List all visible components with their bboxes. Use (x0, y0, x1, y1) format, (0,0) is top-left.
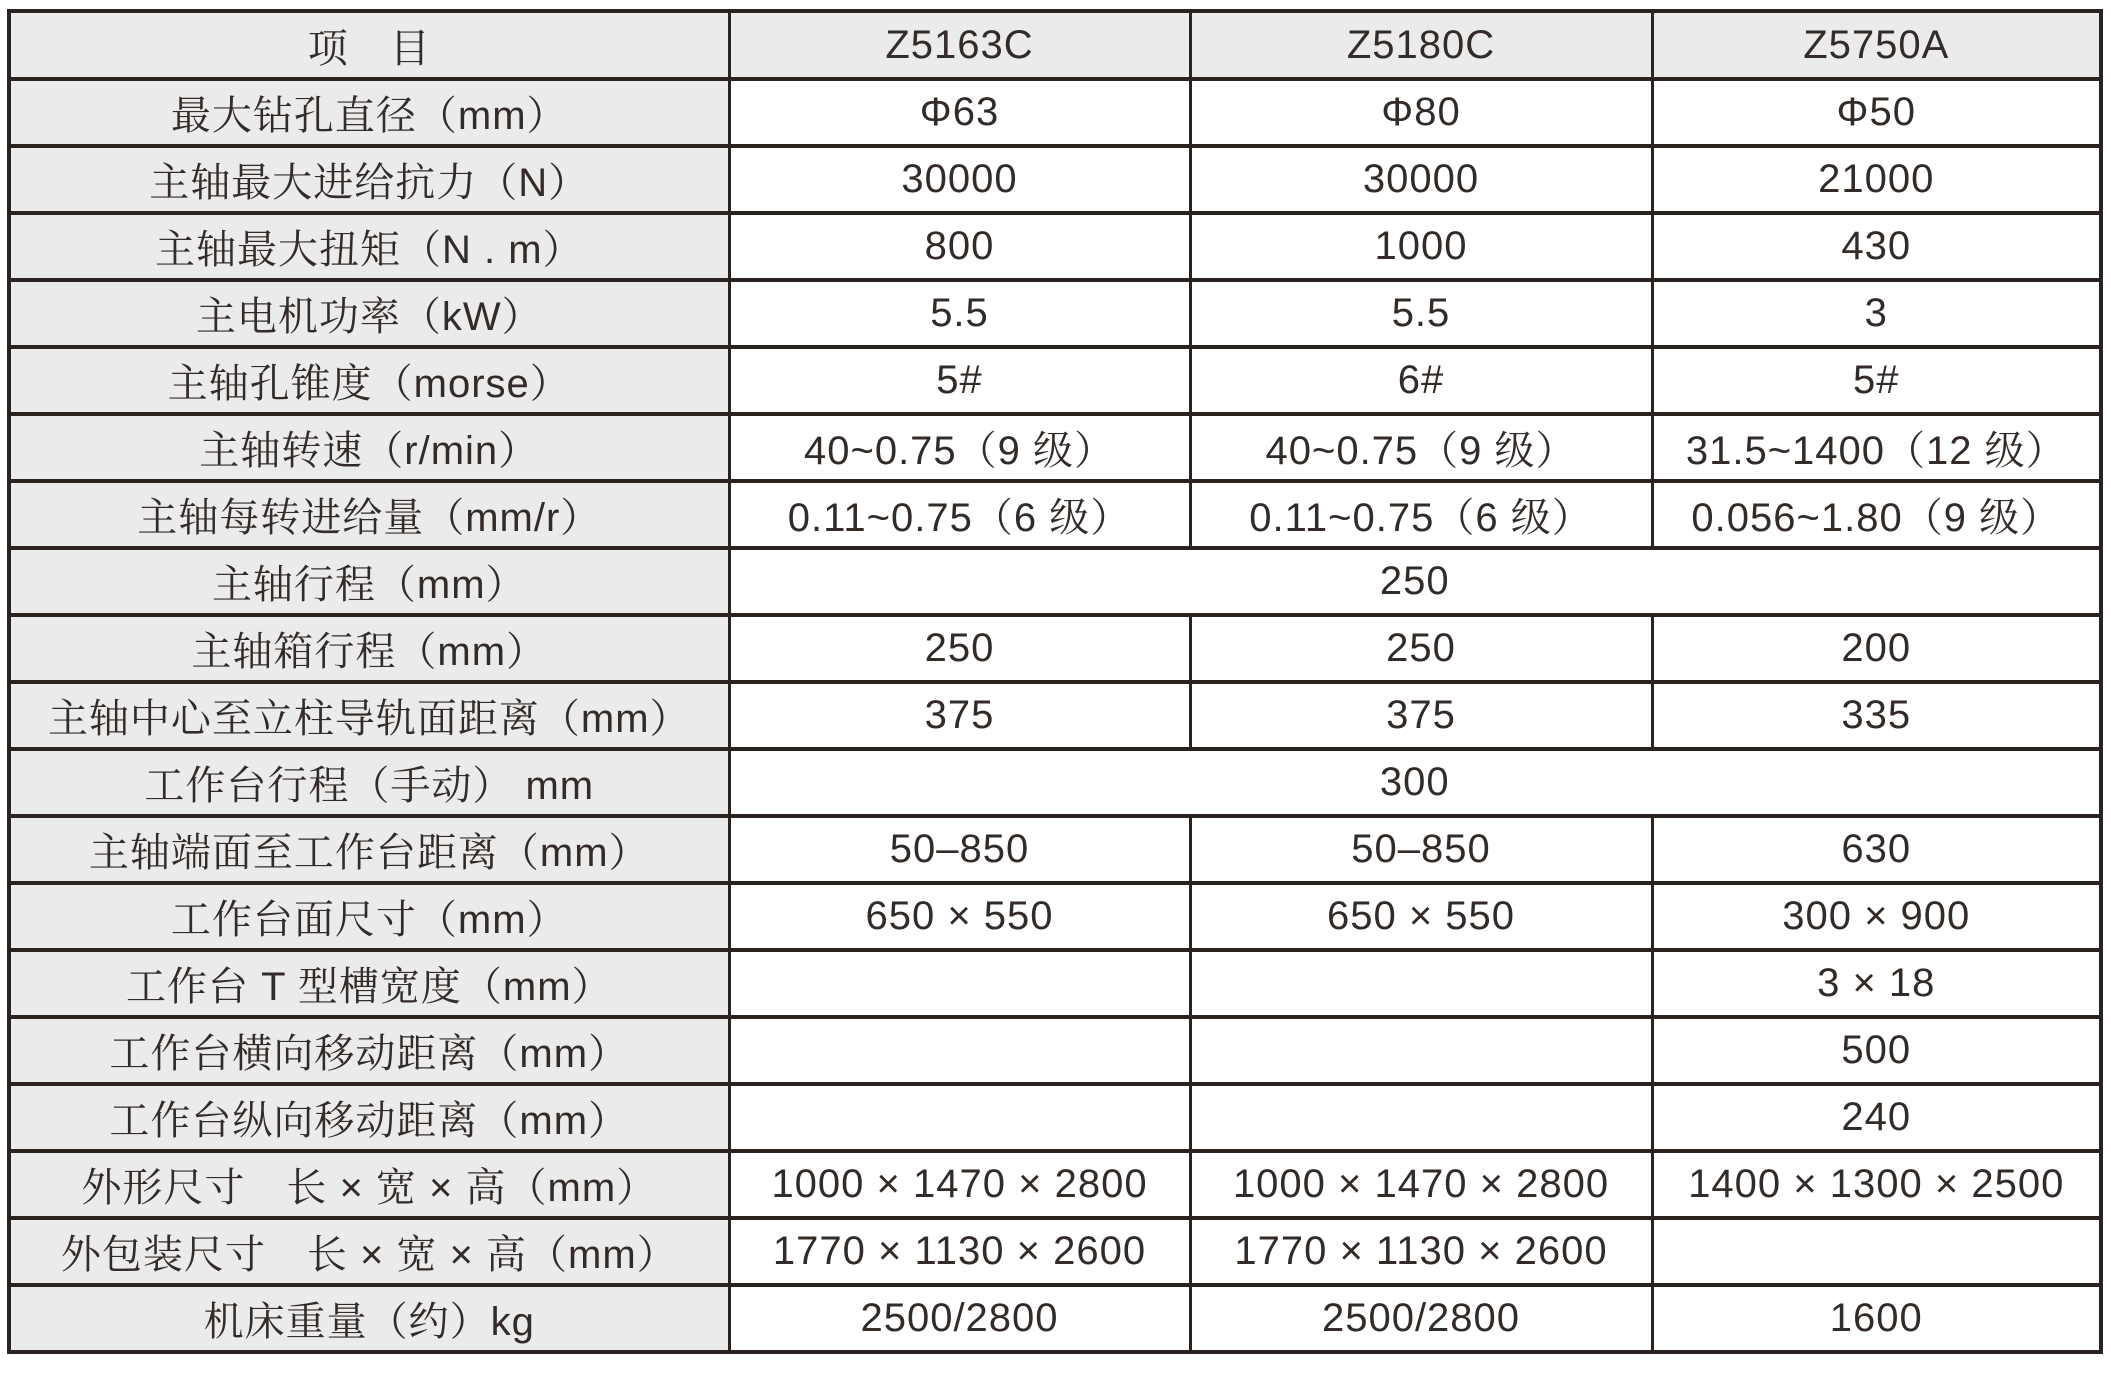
cell-z5750a: 31.5~1400（12 级） (1652, 414, 2101, 481)
cell-z5180c: 375 (1190, 682, 1652, 749)
cell-z5750a: 430 (1652, 213, 2101, 280)
cell-z5750a: 1400 × 1300 × 2500 (1652, 1151, 2101, 1218)
cell-z5750a: 240 (1652, 1084, 2101, 1151)
table-row-max-torque (9, 213, 2101, 280)
cell-z5180c: 1000 × 1470 × 2800 (1190, 1151, 1652, 1218)
table-row-max-feed-resistance (9, 146, 2101, 213)
row-label: 主轴孔锥度（morse） (9, 347, 729, 414)
row-label: 主轴箱行程（mm） (9, 615, 729, 682)
cell-z5180c: 6# (1190, 347, 1652, 414)
cell-z5180c: 0.11~0.75（6 级） (1190, 481, 1652, 548)
table-row-table-surface-size (9, 883, 2101, 950)
header-model-z5750a: Z5750A (1652, 11, 2101, 79)
row-label: 主轴每转进给量（mm/r） (9, 481, 729, 548)
cell-z5750a: Φ50 (1652, 79, 2101, 146)
table-row-max-drilling-diameter (9, 79, 2101, 146)
cell-z5163c: 30000 (729, 146, 1190, 213)
cell-z5180c: 40~0.75（9 级） (1190, 414, 1652, 481)
table-row-table-longitudinal-travel (9, 1084, 2101, 1151)
cell-z5750a: 200 (1652, 615, 2101, 682)
table-row-spindle-speed (9, 414, 2101, 481)
cell-z5750a: 3 (1652, 280, 2101, 347)
cell-merged-all-models: 250 (729, 548, 2101, 615)
table-row-t-slot-width (9, 950, 2101, 1017)
cell-z5180c: 30000 (1190, 146, 1652, 213)
cell-z5163c: 375 (729, 682, 1190, 749)
cell-merged-all-models: 300 (729, 749, 2101, 816)
cell-z5163c (729, 1017, 1190, 1084)
cell-z5180c: Φ80 (1190, 79, 1652, 146)
table-row-spindle-taper (9, 347, 2101, 414)
cell-z5180c (1190, 950, 1652, 1017)
cell-z5180c: 650 × 550 (1190, 883, 1652, 950)
cell-z5163c: 5# (729, 347, 1190, 414)
cell-z5750a: 335 (1652, 682, 2101, 749)
cell-z5750a: 1600 (1652, 1285, 2101, 1352)
cell-z5750a: 5# (1652, 347, 2101, 414)
cell-z5180c: 2500/2800 (1190, 1285, 1652, 1352)
table-row-overall-dimensions (9, 1151, 2101, 1218)
cell-z5163c (729, 950, 1190, 1017)
cell-z5163c: 800 (729, 213, 1190, 280)
table-row-worktable-travel-manual (9, 749, 2101, 816)
header-model-z5180c: Z5180C (1190, 11, 1652, 79)
cell-z5180c: 5.5 (1190, 280, 1652, 347)
cell-z5163c: Φ63 (729, 79, 1190, 146)
machine-spec-table (7, 9, 2103, 1354)
table-row-spindle-center-to-column (9, 682, 2101, 749)
table-row-packing-dimensions (9, 1218, 2101, 1285)
cell-z5163c: 650 × 550 (729, 883, 1190, 950)
row-label: 主轴最大进给抗力（N） (9, 146, 729, 213)
row-label: 外形尺寸 长 × 宽 × 高（mm） (9, 1151, 729, 1218)
table-row-spindle-end-to-table (9, 816, 2101, 883)
cell-z5163c: 1000 × 1470 × 2800 (729, 1151, 1190, 1218)
row-label: 主轴端面至工作台距离（mm） (9, 816, 729, 883)
header-row (9, 11, 2101, 79)
cell-z5163c (729, 1084, 1190, 1151)
row-label: 工作台 T 型槽宽度（mm） (9, 950, 729, 1017)
row-label: 最大钻孔直径（mm） (9, 79, 729, 146)
row-label: 机床重量（约）kg (9, 1285, 729, 1352)
header-item-label: 项 目 (9, 11, 729, 79)
table-row-headstock-travel (9, 615, 2101, 682)
row-label: 主轴最大扭矩（N . m） (9, 213, 729, 280)
cell-z5180c (1190, 1084, 1652, 1151)
row-label: 工作台行程（手动） mm (9, 749, 729, 816)
row-label: 主轴行程（mm） (9, 548, 729, 615)
table-row-machine-weight (9, 1285, 2101, 1352)
cell-z5750a: 300 × 900 (1652, 883, 2101, 950)
cell-z5180c: 1000 (1190, 213, 1652, 280)
cell-z5750a: 630 (1652, 816, 2101, 883)
row-label: 外包装尺寸 长 × 宽 × 高（mm） (9, 1218, 729, 1285)
cell-z5163c: 50–850 (729, 816, 1190, 883)
cell-z5180c: 50–850 (1190, 816, 1652, 883)
cell-z5180c (1190, 1017, 1652, 1084)
cell-z5163c: 1770 × 1130 × 2600 (729, 1218, 1190, 1285)
table-row-feed-per-revolution (9, 481, 2101, 548)
table-row-table-cross-travel (9, 1017, 2101, 1084)
cell-z5163c: 5.5 (729, 280, 1190, 347)
cell-z5750a: 21000 (1652, 146, 2101, 213)
cell-z5163c: 250 (729, 615, 1190, 682)
cell-z5750a: 3 × 18 (1652, 950, 2101, 1017)
row-label: 工作台纵向移动距离（mm） (9, 1084, 729, 1151)
table-row-main-motor-power (9, 280, 2101, 347)
cell-z5750a (1652, 1218, 2101, 1285)
table-row-spindle-travel (9, 548, 2101, 615)
cell-z5750a: 0.056~1.80（9 级） (1652, 481, 2101, 548)
row-label: 主轴转速（r/min） (9, 414, 729, 481)
cell-z5750a: 500 (1652, 1017, 2101, 1084)
row-label: 工作台面尺寸（mm） (9, 883, 729, 950)
row-label: 工作台横向移动距离（mm） (9, 1017, 729, 1084)
header-model-z5163c: Z5163C (729, 11, 1190, 79)
row-label: 主轴中心至立柱导轨面距离（mm） (9, 682, 729, 749)
cell-z5163c: 40~0.75（9 级） (729, 414, 1190, 481)
cell-z5180c: 1770 × 1130 × 2600 (1190, 1218, 1652, 1285)
cell-z5163c: 2500/2800 (729, 1285, 1190, 1352)
cell-z5180c: 250 (1190, 615, 1652, 682)
row-label: 主电机功率（kW） (9, 280, 729, 347)
cell-z5163c: 0.11~0.75（6 级） (729, 481, 1190, 548)
